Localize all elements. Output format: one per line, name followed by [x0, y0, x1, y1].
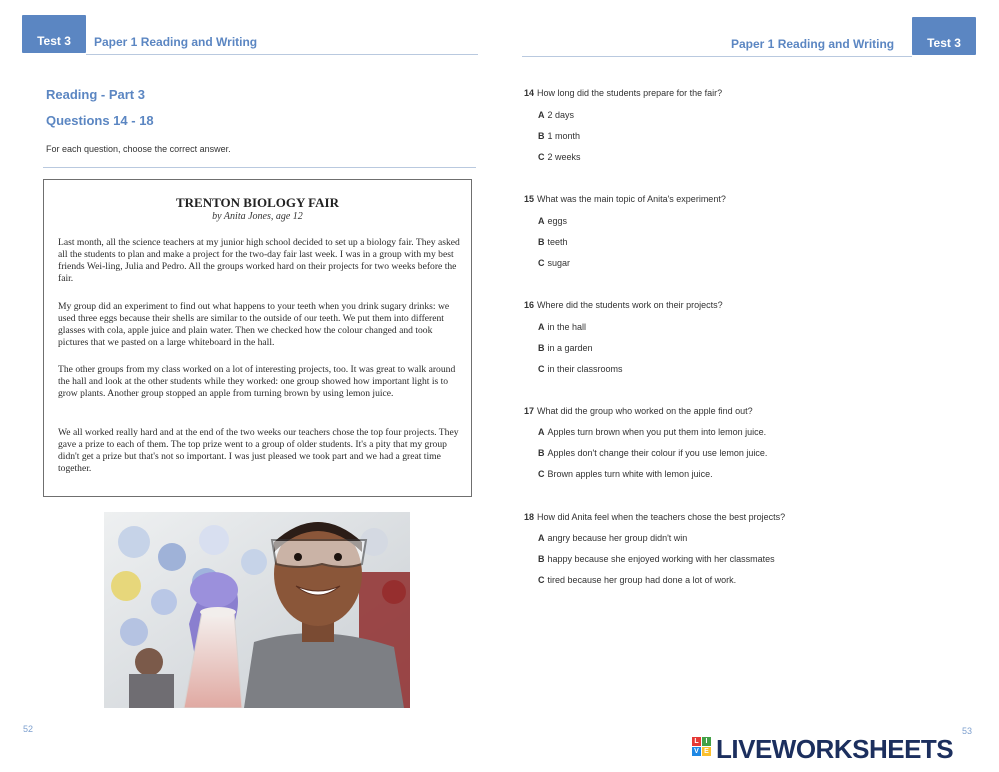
option-15-b[interactable] [538, 237, 568, 247]
option-letter: C [538, 152, 545, 162]
question-18 [524, 512, 785, 522]
option-text: sugar [547, 258, 571, 268]
header-rule-right [522, 56, 912, 57]
option-text: Brown apples turn white with lemon juice. [547, 469, 713, 479]
option-letter: B [538, 343, 545, 353]
option-text: 2 days [547, 110, 575, 120]
option-text: Apples turn brown when you put them into lemon juice. [547, 427, 767, 437]
logo-square: L [692, 737, 701, 746]
question-15 [524, 194, 726, 204]
article-title: TRENTON BIOLOGY FAIR [175, 195, 339, 210]
question-text: How long did the students prepare for the fair? [537, 88, 723, 98]
logo-squares-icon [692, 737, 712, 759]
option-16-c[interactable] [538, 364, 623, 374]
option-letter: A [538, 533, 545, 543]
option-text: happy because she enjoyed working with her classmates [547, 554, 775, 564]
option-letter: B [538, 237, 545, 247]
question-number: 14 [524, 88, 535, 98]
question-14 [524, 88, 722, 98]
header-title-left: Paper 1 Reading and Writing [94, 35, 258, 49]
question-16 [524, 300, 723, 310]
questions-range: Questions 14 - 18 [46, 113, 154, 128]
option-text: tired because her group had done a lot of work. [547, 575, 737, 585]
question-text: How did Anita feel when the teachers chose the best projects? [537, 512, 786, 522]
page-number-right: 53 [962, 726, 973, 736]
part-title: Reading - Part 3 [46, 87, 145, 102]
option-text: 2 weeks [547, 152, 581, 162]
option-text: 1 month [547, 131, 581, 141]
option-letter: B [538, 448, 545, 458]
question-number: 18 [524, 512, 535, 522]
option-letter: A [538, 110, 545, 120]
question-number: 17 [524, 406, 535, 416]
article-paragraph: My group did an experiment to find out what happens to your teeth when you drink sugary drinks: we used three eggs because their shells are similar to the outside of our teeth. We put them into different glasses with cola, apple juice and plain water. Then we checked how the colour changed and took pictures that we pasted on a large whiteboard in the hall. [58, 301, 450, 349]
student-photo [104, 512, 410, 708]
article-byline: by Anita Jones, age 12 [212, 211, 303, 222]
question-text: Where did the students work on their projects? [537, 300, 723, 310]
option-text: in their classrooms [547, 364, 623, 374]
option-16-b[interactable] [538, 343, 593, 353]
question-text: What was the main topic of Anita's experiment? [537, 194, 726, 204]
question-number: 16 [524, 300, 535, 310]
option-letter: B [538, 554, 545, 564]
option-letter: C [538, 258, 545, 268]
logo-square: V [692, 747, 701, 756]
test-tab-right: Test 3 [912, 17, 976, 55]
option-letter: A [538, 427, 545, 437]
option-text: angry because her group didn't win [547, 533, 688, 543]
option-14-c[interactable] [538, 152, 581, 162]
option-15-c[interactable] [538, 258, 570, 268]
option-18-c[interactable] [538, 575, 736, 585]
option-18-a[interactable] [538, 533, 687, 543]
page-number-left: 52 [23, 724, 34, 734]
option-16-a[interactable] [538, 322, 586, 332]
option-17-a[interactable] [538, 427, 766, 437]
question-text: What did the group who worked on the apple find out? [537, 406, 753, 416]
option-14-b[interactable] [538, 131, 580, 141]
header-title-right: Paper 1 Reading and Writing [731, 37, 895, 51]
article-paragraph: The other groups from my class worked on a lot of interesting projects, too. It was great to walk around the hall and look at the other students while they worked: one group showed how important light is to grow plants. Another group stopped an apple from turning brown by using lemon juice. [58, 364, 456, 400]
option-18-b[interactable] [538, 554, 775, 564]
option-letter: C [538, 469, 545, 479]
option-text: in the hall [547, 322, 587, 332]
option-letter: A [538, 216, 545, 226]
option-text: eggs [547, 216, 568, 226]
logo-square: I [702, 737, 711, 746]
option-14-a[interactable] [538, 110, 574, 120]
header-rule-left [86, 54, 478, 55]
option-letter: A [538, 322, 545, 332]
article-paragraph: We all worked really hard and at the end of the two weeks our teachers chose the top four projects. They gave a prize to each of them. The top prize went to a group of older students. It's a pity that my group didn't get a prize but that's not so important. I was just pleased we took part and we had a great time together. [58, 427, 459, 475]
option-letter: C [538, 575, 545, 585]
instruction-rule [43, 167, 476, 168]
logo-square: E [702, 747, 711, 756]
question-17 [524, 406, 753, 416]
option-text: in a garden [547, 343, 593, 353]
option-letter: C [538, 364, 545, 374]
option-text: Apples don't change their colour if you use lemon juice. [547, 448, 768, 458]
test-tab-left: Test 3 [22, 15, 86, 53]
option-17-b[interactable] [538, 448, 767, 458]
student-photo-illustration [104, 512, 410, 708]
question-number: 15 [524, 194, 535, 204]
option-letter: B [538, 131, 545, 141]
article-paragraph: Last month, all the science teachers at my junior high school decided to set up a biology fair. They asked all the students to plan and make a project for the two-day fair last week. I was in a group with my best friends Wei-ling, Julia and Pedro. All the groups worked hard on their projects for two weeks before the fair. [58, 237, 460, 285]
article-box [43, 179, 472, 497]
option-17-c[interactable] [538, 469, 713, 479]
option-text: teeth [547, 237, 568, 247]
option-15-a[interactable] [538, 216, 567, 226]
liveworksheets-logo[interactable] [692, 735, 992, 763]
logo-text: LIVEWORKSHEETS [716, 734, 954, 764]
instruction-text: For each question, choose the correct answer. [46, 144, 231, 154]
